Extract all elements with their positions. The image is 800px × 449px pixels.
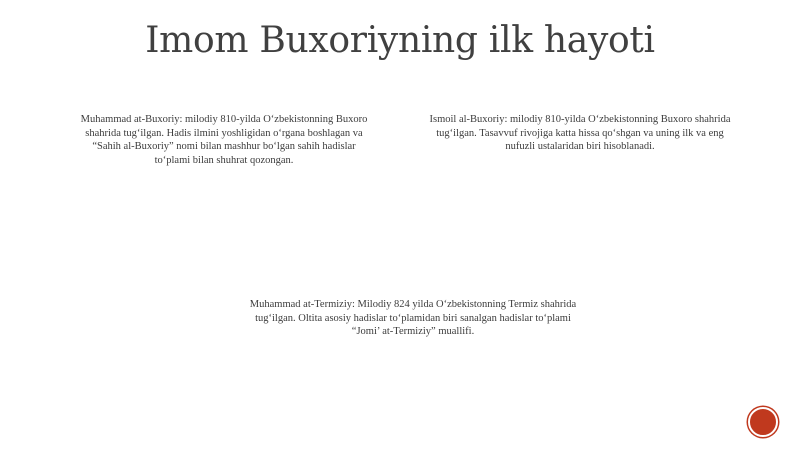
slide-nav-circle-icon[interactable]: [748, 407, 778, 437]
text-block-center: Muhammad at-Termiziy: Milodiy 824 yilda O‘zbekistonning Termiz shahrida tug‘ilgan. Oltita asosiy hadislar to‘plamidan biri sanalgan hadislar to‘plami “Jomi’ at-Termiziy” muallifi.: [249, 299, 577, 337]
text-block-left: Muhammad at-Buxoriy: milodiy 810-yilda O‘zbekistonning Buxoro shahrida tug‘ilgan. Hadis ilmini yoshligidan o‘rgana boshlagan va “Sahih al-Buxoriy” nomi bilan mashhur bo‘lgan sahih hadislar to‘plami bilan shuhrat qozongan.: [80, 114, 368, 166]
text-block-right: Ismoil al-Buxoriy: milodiy 810-yilda O‘zbekistonning Buxoro shahrida tug‘ilgan. Tasavvuf rivojiga katta hissa qo‘shgan va uning ilk va eng nufuzli ustalaridan biri hisoblanadi.: [429, 114, 731, 152]
slide-title: Imom Buxoriyning ilk hayoti: [145, 20, 655, 61]
